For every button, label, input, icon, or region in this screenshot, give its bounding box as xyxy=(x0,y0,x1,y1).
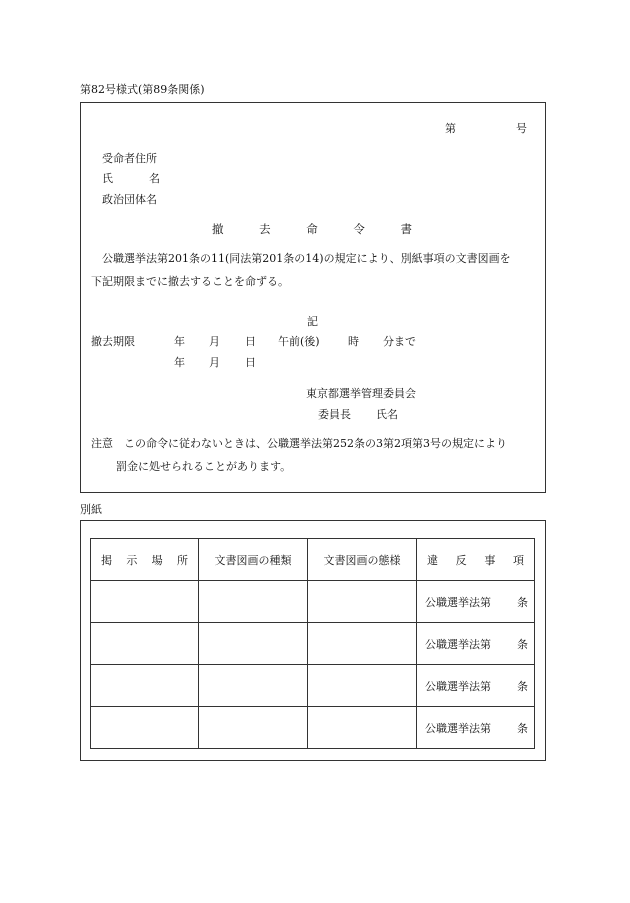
cell-type xyxy=(199,581,308,623)
number-dai: 第 xyxy=(445,122,456,135)
cell-violation: 公職選挙法第 条 xyxy=(417,707,535,749)
recipient-address-label: 受命者住所 xyxy=(102,152,157,165)
cell-form xyxy=(308,665,417,707)
attachment-label: 別紙 xyxy=(80,503,102,516)
deadline-day: 日 xyxy=(245,335,256,348)
cell-place xyxy=(91,707,199,749)
deadline2-day: 日 xyxy=(245,356,256,369)
form-title: 第82号様式(第89条関係) xyxy=(80,83,205,96)
header-violation: 違 反 事 項 xyxy=(417,539,535,581)
note-line2: 罰金に処せられることがあります。 xyxy=(116,460,292,473)
chair-name: 氏名 xyxy=(376,408,398,421)
recipient-org-label: 政治団体名 xyxy=(102,193,157,206)
table-row xyxy=(91,581,535,623)
deadline-month: 月 xyxy=(209,335,220,348)
deadline-ampm: 午前(後) xyxy=(278,335,320,348)
deadline2-year: 年 xyxy=(174,356,185,369)
deadline-year: 年 xyxy=(174,335,185,348)
cell-form xyxy=(308,581,417,623)
header-place: 掲 示 場 所 xyxy=(91,539,199,581)
table-header-row xyxy=(91,539,535,581)
cell-place xyxy=(91,581,199,623)
cell-violation: 公職選挙法第 条 xyxy=(417,623,535,665)
cell-type xyxy=(199,623,308,665)
note-line1: 注意 この命令に従わないときは、公職選挙法第252条の3第2項第3号の規定により xyxy=(91,437,507,450)
cell-type xyxy=(199,665,308,707)
chair-title: 委員長 xyxy=(318,408,351,421)
recipient-name-label: 氏 名 xyxy=(102,172,160,185)
cell-type xyxy=(199,707,308,749)
cell-form xyxy=(308,623,417,665)
cell-place xyxy=(91,623,199,665)
table-row xyxy=(91,665,535,707)
cell-place xyxy=(91,665,199,707)
cell-violation: 公職選挙法第 条 xyxy=(417,581,535,623)
deadline-hour: 時 xyxy=(348,335,359,348)
order-body-line2: 下記期限までに撤去することを命ずる。 xyxy=(91,275,289,288)
deadline2-month: 月 xyxy=(209,356,220,369)
header-type: 文書図画の種類 xyxy=(199,539,308,581)
table-row xyxy=(91,623,535,665)
deadline-label: 撤去期限 xyxy=(91,335,135,348)
header-form: 文書図画の態様 xyxy=(308,539,417,581)
table-row xyxy=(91,707,535,749)
attachment-table xyxy=(90,538,535,749)
number-go: 号 xyxy=(516,122,527,135)
cell-form xyxy=(308,707,417,749)
committee-name: 東京都選挙管理委員会 xyxy=(306,387,416,400)
cell-violation: 公職選挙法第 条 xyxy=(417,665,535,707)
document-heading: 撤 去 命 令 書 xyxy=(212,222,412,236)
order-body-line1: 公職選挙法第201条の11(同法第201条の14)の規定により、別紙事項の文書図画を xyxy=(102,252,511,265)
ki-label: 記 xyxy=(307,315,318,328)
deadline-minute: 分まで xyxy=(383,335,416,348)
